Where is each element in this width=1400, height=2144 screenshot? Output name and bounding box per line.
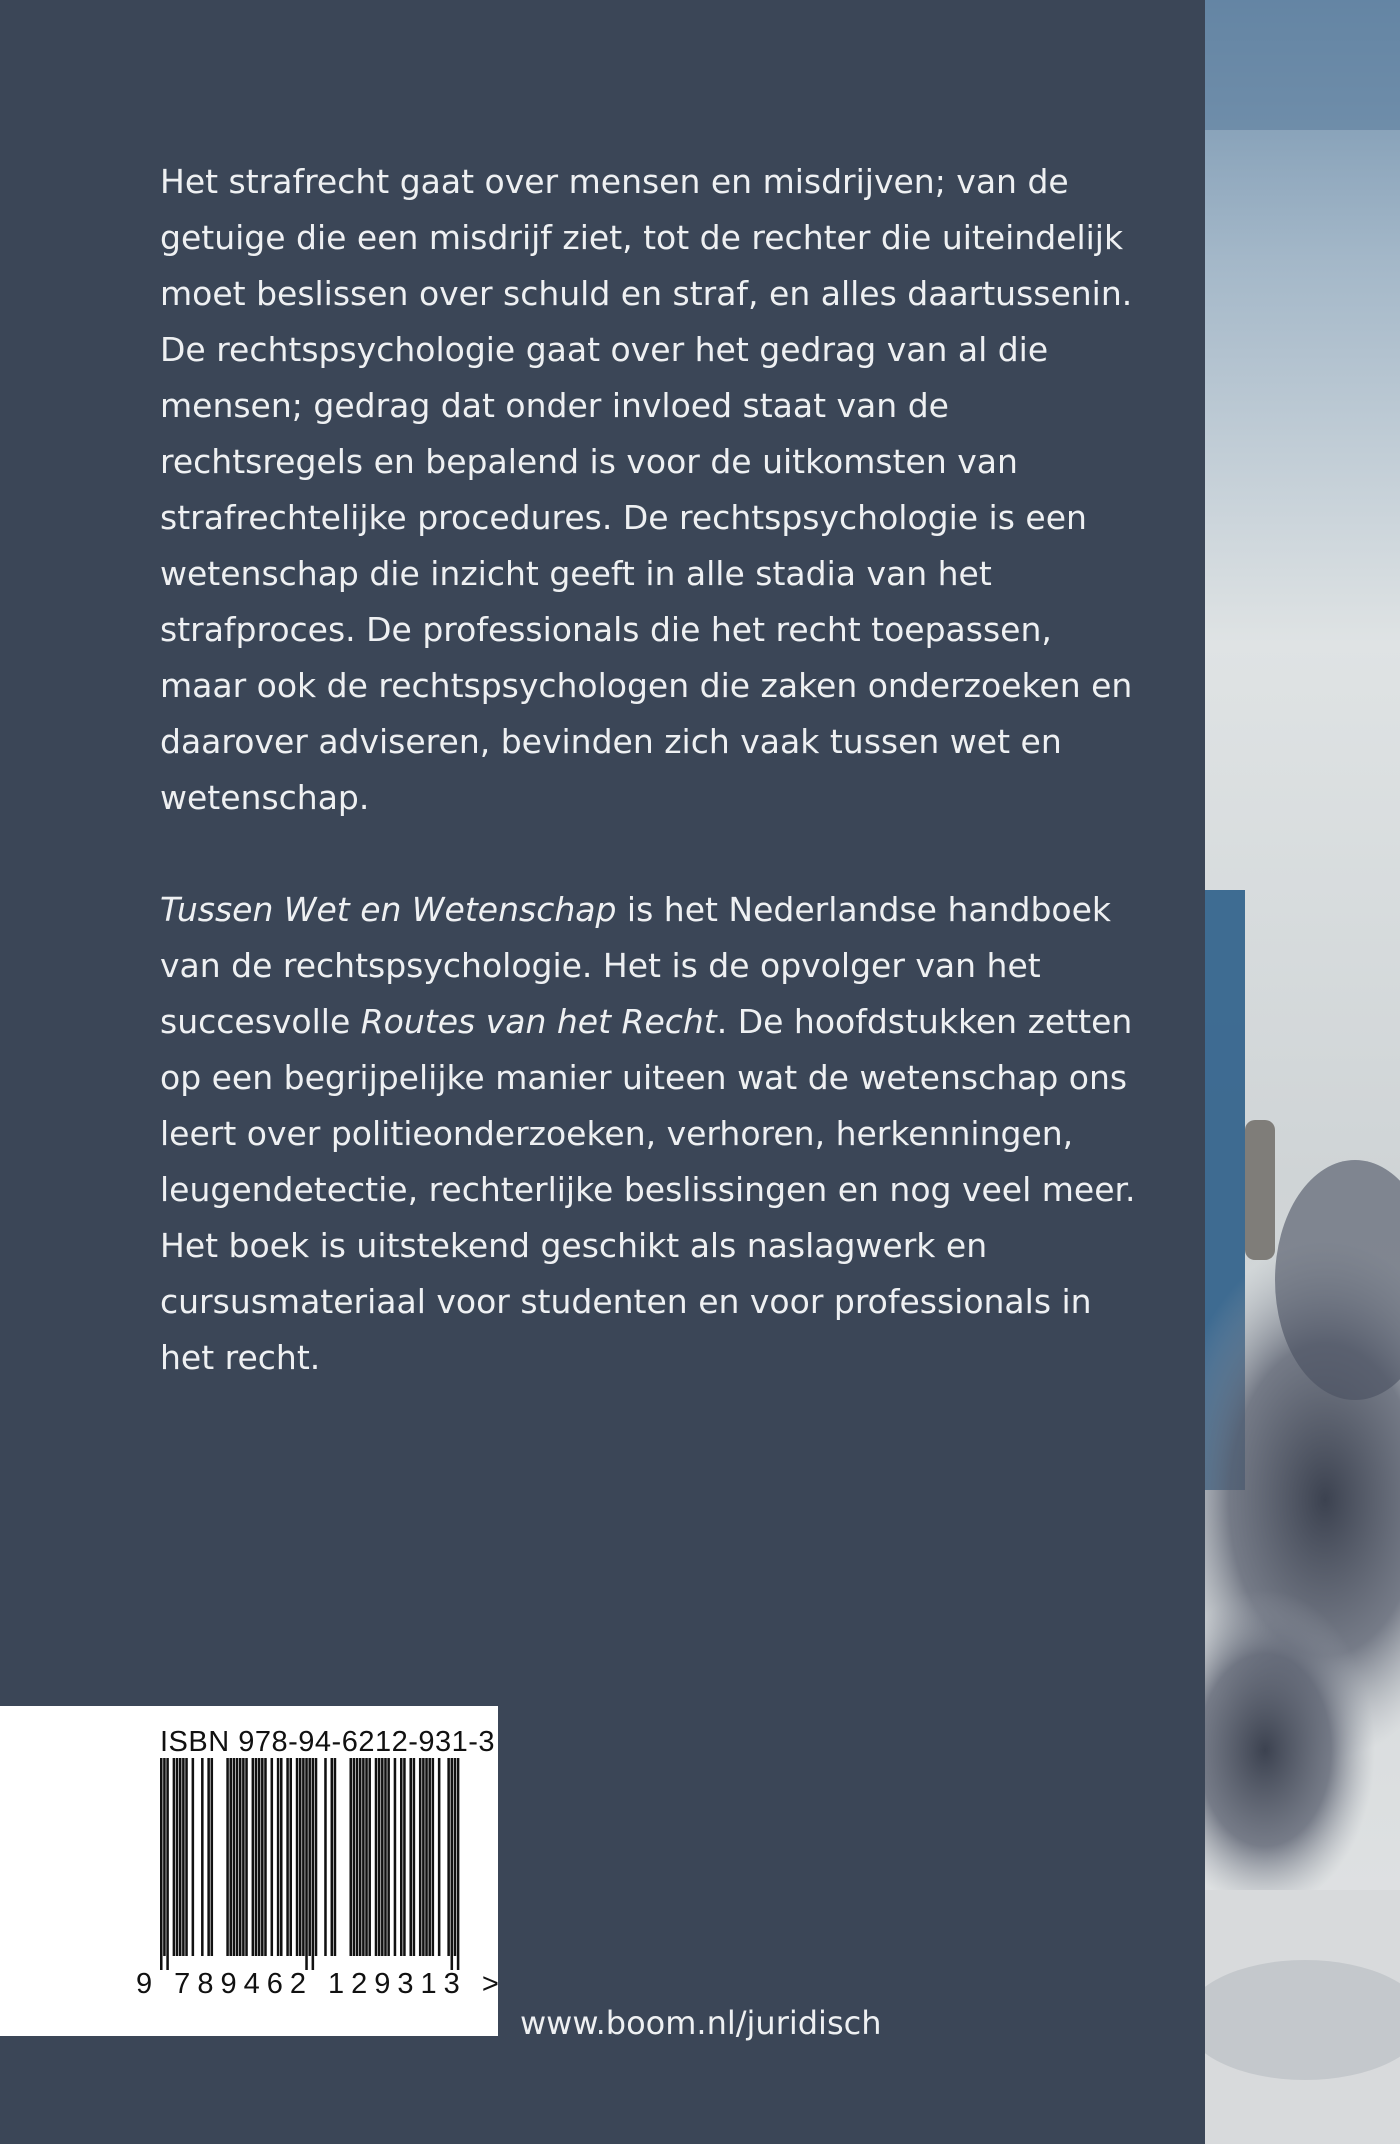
barcode-box	[0, 1706, 506, 2036]
blurb-paragraph-1: Het strafrecht gaat over mensen en misdrijven; van de getuige die een misdrijf ziet, tot de rechter die uiteindelijk moet beslissen over schuld en straf, en alles daartussenin. De rechtspsychologie gaat over het gedrag van al die mensen; gedrag dat onder invloed staat van de rechtsregels en bepalend is voor de uitkomsten van strafrechtelijke procedures. De rechtspsychologie is een wetenschap die inzicht geeft in alle stadia van het strafproces. De professionals die het recht toepassen, maar ook de rechtspsychologen die zaken onderzoeken en daarover adviseren, bevinden zich vaak tussen wet en wetenschap.	[160, 162, 1133, 817]
blurb-text-a: is het Nederlandse handboek van de rechtspsychologie. Het is de opvolger van het succesvolle	[160, 890, 1112, 1041]
blurb	[160, 154, 1145, 1386]
book-title: Tussen Wet en Wetenschap	[160, 890, 617, 929]
predecessor-title: Routes van het Recht	[360, 1002, 717, 1041]
watercolor-illustration	[1205, 0, 1400, 2144]
barcode-digits: 9 789462 129313 >	[136, 1968, 506, 2000]
isbn-label: ISBN 978-94-6212-931-3	[160, 1726, 496, 1758]
website-url[interactable]: www.boom.nl/juridisch	[520, 2004, 882, 2042]
cover-illustration	[1205, 0, 1400, 2144]
blurb-paragraph-2	[160, 882, 1145, 1386]
barcode-image	[160, 1758, 460, 1970]
blurb-text-b: . De hoofdstukken zetten op een begrijpelijke manier uiteen wat de wetenschap ons leert over politieonderzoeken, verhoren, herkenningen, leugendetectie, rechterlijke beslissingen en nog veel meer. Het boek is uitstekend geschikt als naslagwerk en cursusmateriaal voor studenten en voor professionals in het recht.	[160, 1002, 1136, 1377]
